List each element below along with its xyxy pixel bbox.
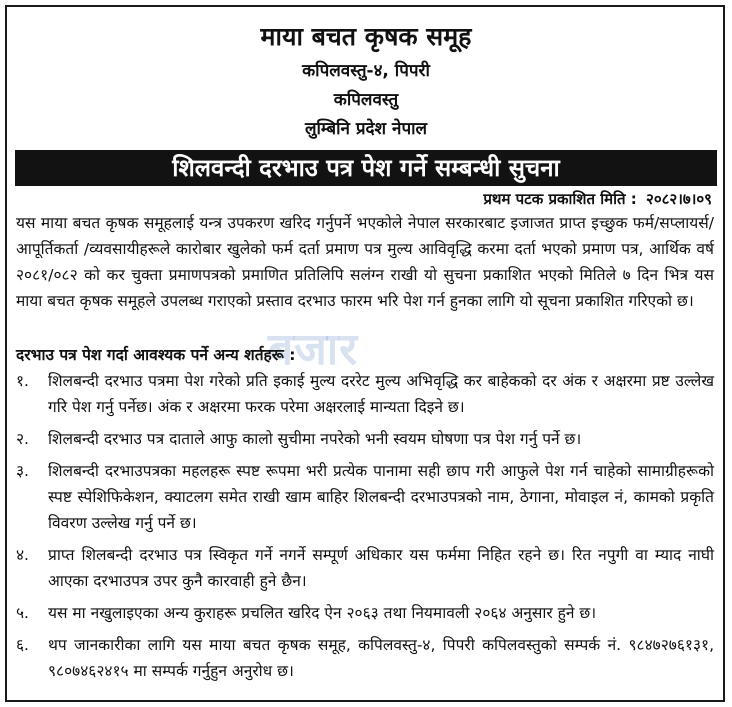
address-line-district: कपिलवस्तु [333, 90, 399, 110]
organization-name: माया बचत कृषक समूह [260, 22, 472, 51]
condition-number: ४. [16, 546, 29, 564]
condition-item [16, 632, 714, 684]
condition-number: ५. [16, 604, 29, 622]
condition-number: ६. [16, 636, 29, 654]
condition-text: शिलबन्दी दरभाउपत्रका महलहरू स्पष्ट रूपमा भरी प्रत्येक पानामा सही छाप गरी आफुले पेश गर्न चाहेको सामाग्रीहरूको स्पष्ट स्पेशिफिकेशन, क्याटलग समेत राखी खाम बाहिर शिलबन्दी दरभाउपत्रको नाम, ठेगाना, मोवाइल नं, कामको प्रकृति विवरण उल्लेख गर्नु पर्ने छ। [48, 462, 714, 532]
condition-number: २. [16, 430, 29, 448]
condition-item [16, 426, 714, 452]
condition-text: शिलबन्दी दरभाउ पत्रमा पेश गरेको प्रति इकाई मुल्य दररेट मुल्य अभिवृद्धि कर बाहेकको दर अंक र अक्षरमा प्रष्ट उल्लेख गरि पेश गर्नु पर्नेछ। अंक र अक्षरमा फरक परेमा अक्षरलाई मान्यता दिइने छ। [48, 372, 714, 416]
intro-paragraph: यस माया बचत कृषक समूहलाई यन्त्र उपकरण खरिद गर्नुपर्ने भएकोले नेपाल सरकारबाट इजाजत प्राप्त इच्छुक फर्म/सप्लायर्स/आपूर्तिकर्ता /व्यवसायीहरूले कारोबार खुलेको फर्म दर्ता प्रमाण पत्र मुल्य आविवृद्धि करमा दर्ता भएको प्रमाण पत्र, आर्थिक वर्ष २०८१/०८२ को कर चुक्ता प्रमाणपत्रको प्रमाणित प्रतिलिपि सलंग्न राखी यो सुचना प्रकाशित भएको मितिले ७ दिन भित्र यस माया बचत कृषक समूहले उपलब्ध गराएको प्रस्ताव दरभाउ फारम भरि पेश गर्न हुनका लागि यो सूचना प्रकाशित गरिएको छ। [16, 214, 714, 310]
condition-number: ३. [16, 462, 29, 480]
condition-number: १. [16, 372, 29, 390]
publication-date-label: प्रथम पटक प्रकाशित मिति : [483, 190, 637, 208]
condition-text: शिलबन्दी दरभाउ पत्र दाताले आफु कालो सुचीमा नपरेको भनी स्वयम घोषणा पत्र पेश गर्नु पर्ने छ। [48, 430, 582, 448]
condition-text: थप जानकारीका लागि यस माया बचत कृषक समूह, कपिलवस्तु-४, पिपरी कपिलवस्तुको सम्पर्क नं. ९८४७२७६१३१, ९८०७४६२४१५ मा सम्पर्क गर्नुहुन अनुरोध छ। [48, 636, 714, 680]
condition-item [16, 600, 714, 626]
condition-item [16, 542, 714, 594]
condition-text: प्राप्त शिलबन्दी दरभाउ पत्र स्विकृत गर्ने नगर्ने सम्पूर्ण अधिकार यस फर्ममा निहित रहने छ। रित नपुगी वा म्याद नाघी आएका दरभाउपत्र उपर कुनै कारवाही हुने छैन। [48, 546, 714, 590]
condition-text: यस मा नखुलाइएका अन्य कुराहरू प्रचलित खरिद ऐन २०६३ तथा नियमावली २०६४ अनुसार हुने छ। [48, 604, 597, 622]
address-line-ward: कपिलवस्तु-४, पिपरी [302, 61, 430, 81]
publication-date [479, 189, 712, 209]
watermark-logo: बजार [268, 324, 359, 375]
notice-title-banner: शिलवन्दी दरभाउ पत्र पेश गर्ने सम्बन्धी सुचना [15, 150, 717, 186]
conditions-list [16, 368, 714, 690]
address-line-province: लुम्बिनि प्रदेश नेपाल [304, 119, 428, 139]
publication-date-value: २०८२।७।०९ [646, 190, 712, 208]
condition-item [16, 458, 714, 536]
conditions-heading: दरभाउ पत्र पेश गर्दा आवश्यक पर्ने अन्य शर्तहरू : [16, 346, 296, 364]
condition-item [16, 368, 714, 420]
